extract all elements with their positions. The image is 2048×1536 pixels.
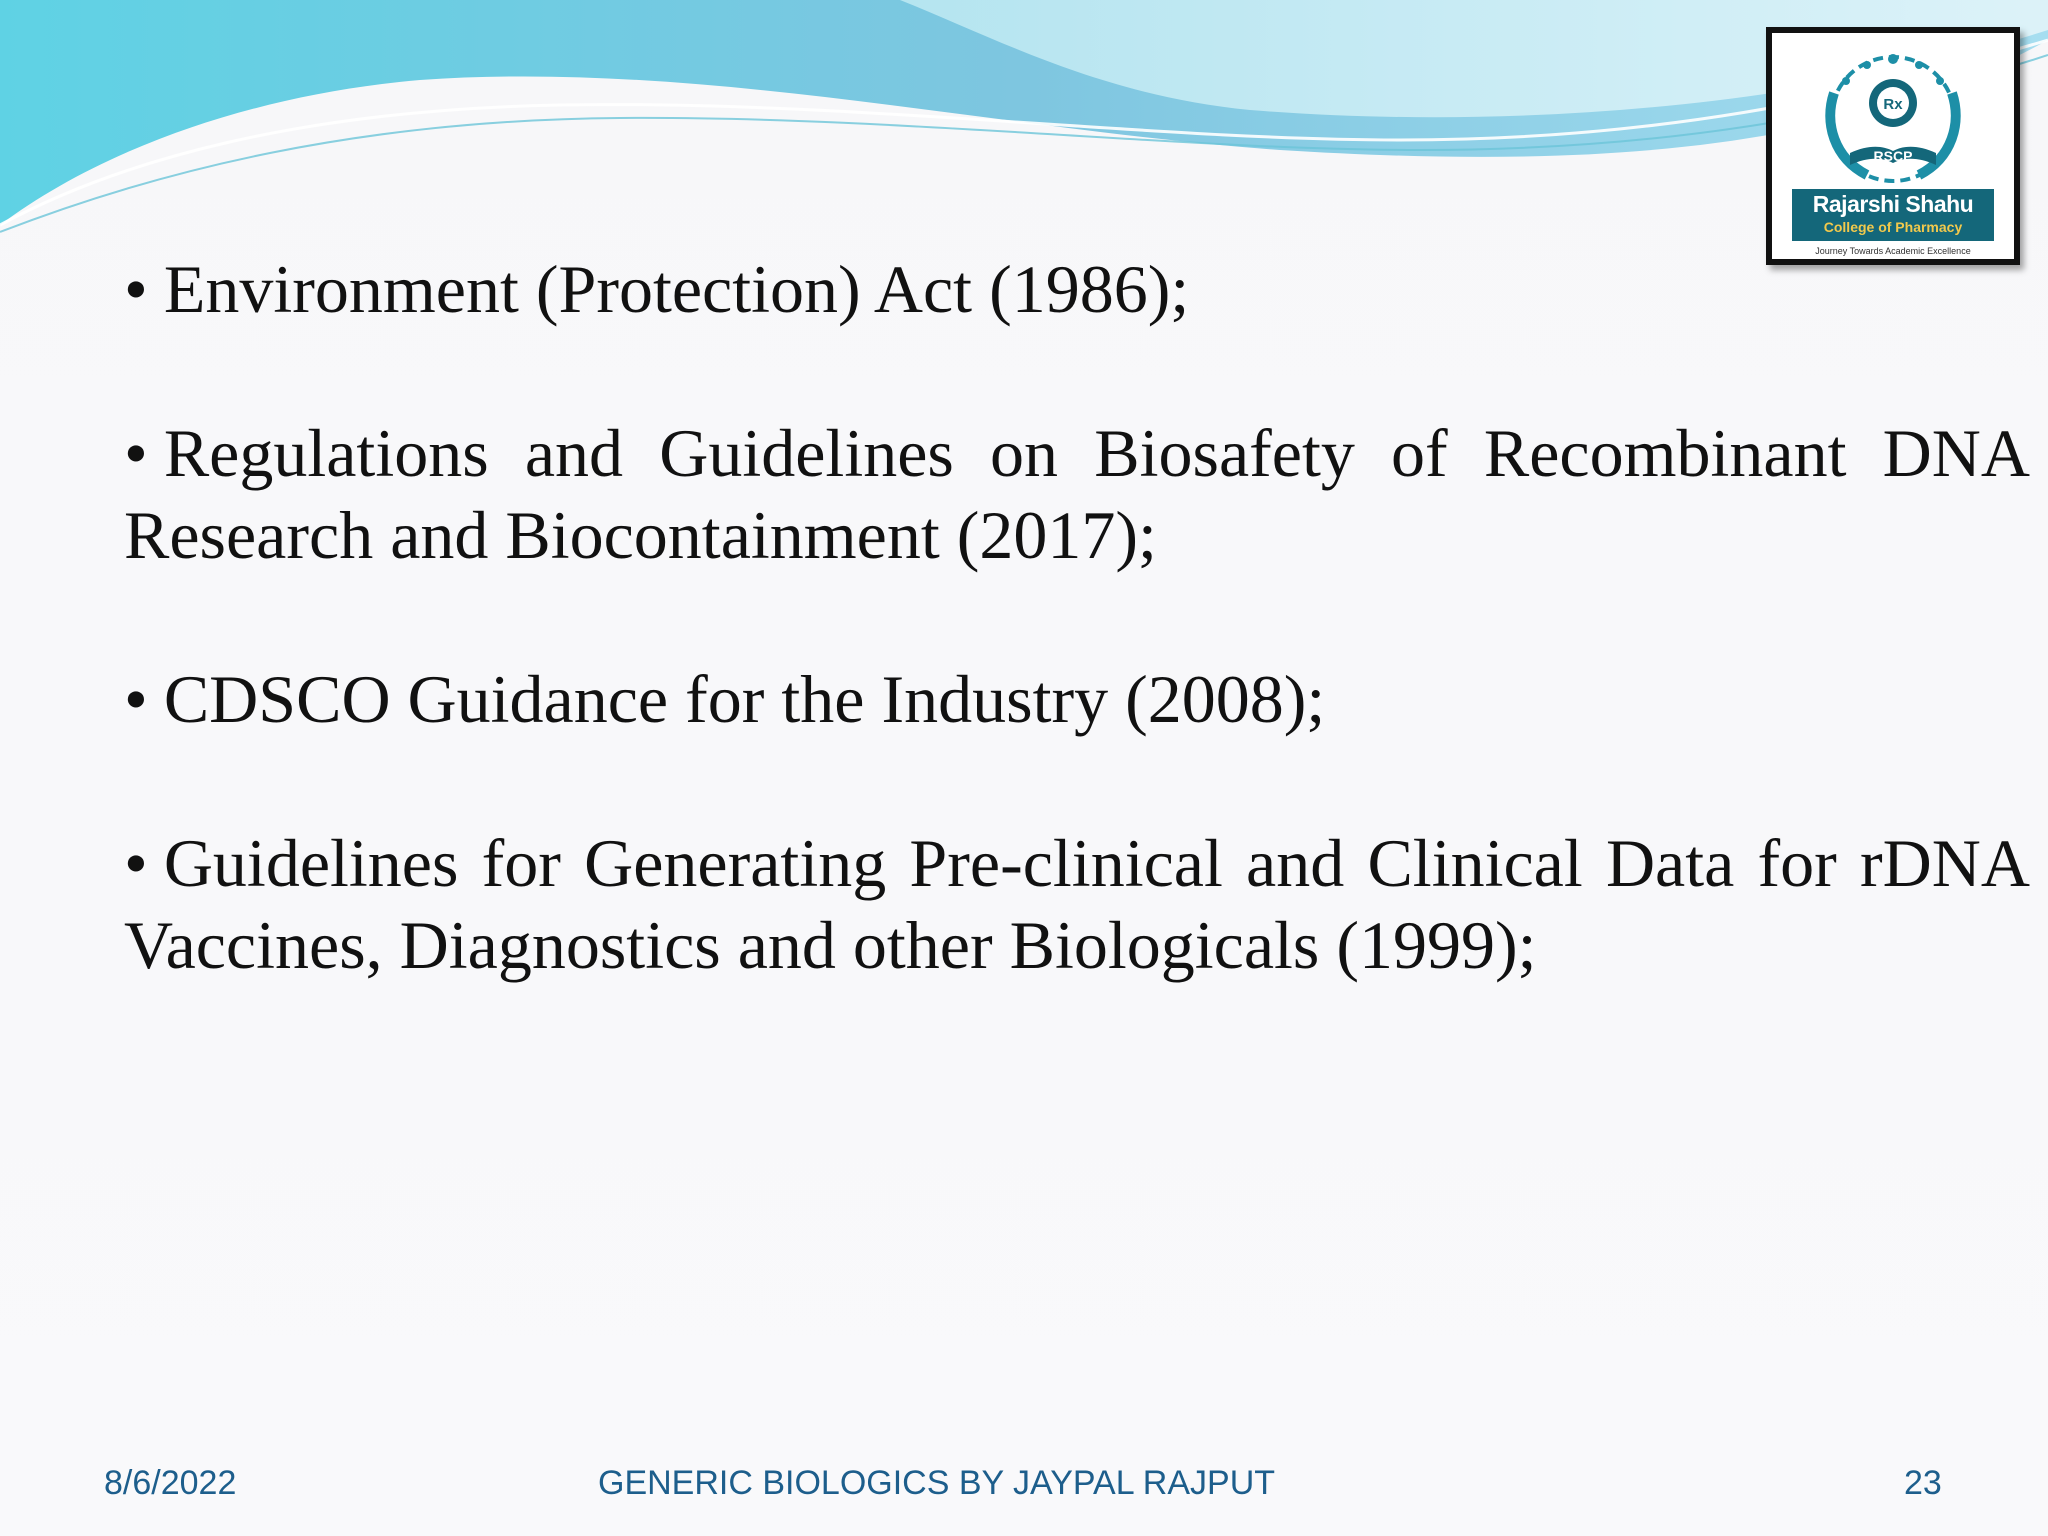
bullet-text: Guidelines for Generating Pre-clinical and Clinical Data for rDNA Vaccines, Diagnostics and other Biologicals (1999);: [124, 825, 2030, 983]
bullet-list: [124, 248, 2030, 986]
svg-text:Rx: Rx: [1883, 96, 1903, 113]
bullet-item: [124, 248, 2030, 330]
header-wave-decoration: [0, 0, 2048, 260]
logo-tagline: Journey Towards Academic Excellence: [1815, 246, 1971, 256]
footer-date: 8/6/2022: [104, 1464, 237, 1502]
bullet-dot: •: [124, 661, 148, 737]
footer-title: GENERIC BIOLOGICS BY JAYPAL RAJPUT: [598, 1464, 1276, 1502]
bullet-text: CDSCO Guidance for the Industry (2008);: [163, 661, 1326, 737]
bullet-item: [124, 822, 2030, 986]
footer-page-number: 23: [1904, 1464, 1942, 1502]
logo-college-name: Rajarshi Shahu: [1812, 191, 1974, 217]
bullet-item: [124, 658, 2030, 740]
bullet-item: [124, 412, 2030, 576]
bullet-dot: •: [124, 251, 148, 327]
college-logo: [1766, 27, 2020, 265]
bullet-dot: •: [124, 415, 148, 491]
bullet-text: Environment (Protection) Act (1986);: [163, 251, 1190, 327]
bullet-dot: •: [124, 825, 148, 901]
bullet-text: Regulations and Guidelines on Biosafety of Recombinant DNA Research and Biocontainment (2017);: [124, 415, 2030, 573]
logo-college-subtitle: College of Pharmacy: [1823, 219, 1963, 235]
logo-abbreviation: RSCP: [1873, 148, 1913, 164]
logo-banner: [1792, 189, 1994, 241]
